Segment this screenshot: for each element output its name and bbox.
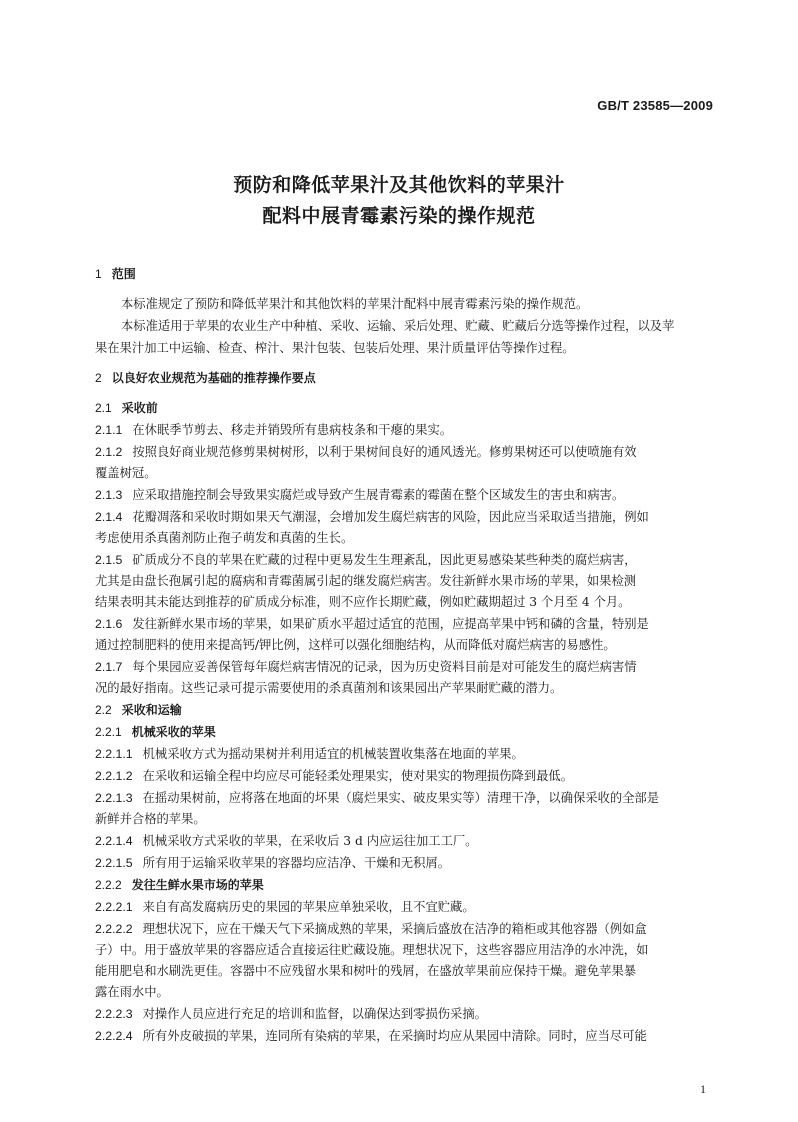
clause-number: 2.1.2 (95, 445, 123, 459)
section-number: 1 (95, 267, 102, 281)
clause-2-1-2 (95, 441, 715, 463)
clause-continuation: 覆盖树冠。 (95, 466, 157, 480)
clause-number: 2.2.1.3 (95, 791, 133, 805)
clause-number: 2.1.7 (95, 660, 123, 674)
clause-text: 来自有高发腐病历史的果园的苹果应单独采收，且不宜贮藏。 (142, 900, 475, 914)
section-title: 发往生鲜水果市场的苹果 (131, 878, 264, 892)
clause-text: 在摇动果树前，应将落在地面的坏果（腐烂果实、破皮果实等）清理干净，以确保采收的全部是 (142, 791, 660, 805)
section-number: 2 (95, 371, 102, 385)
section-number: 2.1 (95, 401, 112, 415)
document-body (95, 263, 715, 1047)
document-title-line-1: 预防和降低苹果汁及其他饮料的苹果汁 (233, 174, 565, 196)
clause-continuation: 新鲜并合格的苹果。 (95, 812, 206, 826)
clause-text: 矿质成分不良的苹果在贮藏的过程中更易发生生理紊乱，因此更易感染某些种类的腐烂病害， (132, 553, 637, 567)
page-number: 1 (700, 1082, 706, 1096)
clause-number: 2.2.2.3 (95, 1007, 133, 1021)
clause-continuation: 结果表明其未能达到推荐的矿质成分标准，则不应作长期贮藏，例如贮藏期超过 3 个月至 4 个月。 (95, 595, 631, 609)
clause-number: 2.2.1.2 (95, 769, 133, 783)
clause-2-2-1-3 (95, 787, 715, 809)
clause-continuation: 通过控制肥料的使用来提高钙/钾比例，这样可以强化细胞结构，从而降低对腐烂病害的易感性。 (95, 638, 616, 652)
clause-2-2-1-1 (95, 743, 715, 765)
clause-number: 2.2.1.4 (95, 834, 133, 848)
clause-text: 在休眠季节剪去、移走并销毁所有患病枝条和干瘪的果实。 (132, 423, 453, 437)
clause-2-1-1 (95, 419, 715, 441)
clause-continuation: 考虑使用杀真菌剂防止孢子萌发和真菌的生长。 (95, 531, 354, 545)
clause-number: 2.2.2.2 (95, 922, 133, 936)
clause-text: 对操作人员应进行充足的培训和监督，以确保达到零损伤采摘。 (142, 1007, 487, 1021)
section-title: 采收和运输 (121, 703, 182, 717)
section-heading-1 (95, 263, 715, 285)
paragraph: 本标准适用于苹果的农业生产中种植、采收、运输、采后处理、贮藏、贮藏后分选等操作过程，以及苹 (121, 319, 675, 333)
clause-2-2-1-2 (95, 765, 715, 787)
clause-continuation: 能用肥皂和水刷洗更佳。容器中不应残留水果和树叶的残屑，在盛放苹果前应保持干燥。避免苹果暴 (95, 964, 637, 978)
clause-text: 应采取措施控制会导致果实腐烂或导致产生展青霉素的霉菌在整个区域发生的害虫和病害。 (132, 488, 625, 502)
section-title: 以良好农业规范为基础的推荐操作要点 (111, 371, 316, 385)
clause-number: 2.1.1 (95, 423, 123, 437)
clause-number: 2.2.2.4 (95, 1029, 133, 1043)
section-number: 2.2.1 (95, 725, 122, 739)
clause-text: 每个果园应妥善保管每年腐烂病害情况的记录，因为历史资料目前是对可能发生的腐烂病害情 (132, 660, 637, 674)
clause-continuation: 露在雨水中。 (95, 985, 169, 999)
clause-2-2-2-4 (95, 1025, 715, 1047)
clause-number: 2.1.3 (95, 488, 123, 502)
clause-number: 2.1.5 (95, 553, 123, 567)
clause-text: 机械采收方式采收的苹果，在采收后 3 d 内应运往加工工厂。 (142, 834, 478, 848)
paragraph-continuation: 果在果汁加工中运输、检查、榨汁、果汁包装、包装后处理、果汁质量评估等操作过程。 (95, 341, 575, 355)
clause-text: 所有外皮破损的苹果，连同所有染病的苹果，在采摘时均应从果园中清除。同时，应当尽可能 (142, 1029, 647, 1043)
standard-code: GB/T 23585—2009 (597, 98, 713, 113)
clause-2-1-6 (95, 613, 715, 635)
clause-2-1-5 (95, 549, 715, 571)
clause-2-2-2-1 (95, 896, 715, 918)
clause-continuation: 况的最好指南。这些记录可提示需要使用的杀真菌剂和该果园出产苹果耐贮藏的潜力。 (95, 681, 563, 695)
clause-text: 花瓣凋落和采收时期如果天气潮湿，会增加发生腐烂病害的风险，因此应当采取适当措施，例如 (132, 510, 649, 524)
clause-number: 2.2.1.5 (95, 856, 133, 870)
clause-continuation: 尤其是由盘长孢属引起的腐病和青霉菌属引起的继发腐烂病害。发往新鲜水果市场的苹果，如果检测 (95, 574, 637, 588)
clause-text: 发往新鲜水果市场的苹果，如果矿质水平超过适宜的范围，应提高苹果中钙和磷的含量，特别是 (132, 617, 649, 631)
section-number: 2.2 (95, 703, 112, 717)
subsection-heading-2-1 (95, 397, 715, 419)
clause-number: 2.2.1.1 (95, 747, 133, 761)
section-heading-2 (95, 367, 715, 389)
clause-continuation: 子）中。用于盛放苹果的容器应适合直接运往贮藏设施。理想状况下，这些容器应用洁净的水冲洗，如 (95, 943, 649, 957)
paragraph: 本标准规定了预防和降低苹果汁和其他饮料的苹果汁配料中展青霉素污染的操作规范。 (121, 297, 589, 311)
section-title: 机械采收的苹果 (131, 725, 216, 739)
clause-number: 2.2.2.1 (95, 900, 133, 914)
clause-2-1-7 (95, 656, 715, 678)
clause-2-2-2-2 (95, 918, 715, 940)
subsection-heading-2-2 (95, 699, 715, 721)
clause-number: 2.1.4 (95, 510, 123, 524)
clause-text: 所有用于运输采收苹果的容器均应洁净、干燥和无积屑。 (142, 856, 451, 870)
clause-2-2-1-5 (95, 852, 715, 874)
clause-text: 机械采收方式为摇动果树并利用适宜的机械装置收集落在地面的苹果。 (142, 747, 524, 761)
clause-text: 按照良好商业规范修剪果树树形，以利于果树间良好的通风透光。修剪果树还可以使喷施有效 (132, 445, 637, 459)
clause-text: 在采收和运输全程中均应尽可能轻柔处理果实，使对果实的物理损伤降到最低。 (142, 769, 574, 783)
clause-number: 2.1.6 (95, 617, 123, 631)
clause-text: 理想状况下，应在干燥天气下采摘成熟的苹果，采摘后盛放在洁净的箱柜或其他容器（例如盒 (142, 922, 647, 936)
clause-2-1-3 (95, 484, 715, 506)
subsection-heading-2-2-2 (95, 874, 715, 896)
section-title: 采收前 (121, 401, 158, 415)
section-number: 2.2.2 (95, 878, 122, 892)
clause-2-2-2-3 (95, 1003, 715, 1025)
subsection-heading-2-2-1 (95, 721, 715, 743)
section-title: 范围 (111, 267, 136, 281)
document-title-line-2: 配料中展青霉素污染的操作规范 (262, 205, 536, 227)
clause-2-2-1-4 (95, 830, 715, 852)
clause-2-1-4 (95, 506, 715, 528)
